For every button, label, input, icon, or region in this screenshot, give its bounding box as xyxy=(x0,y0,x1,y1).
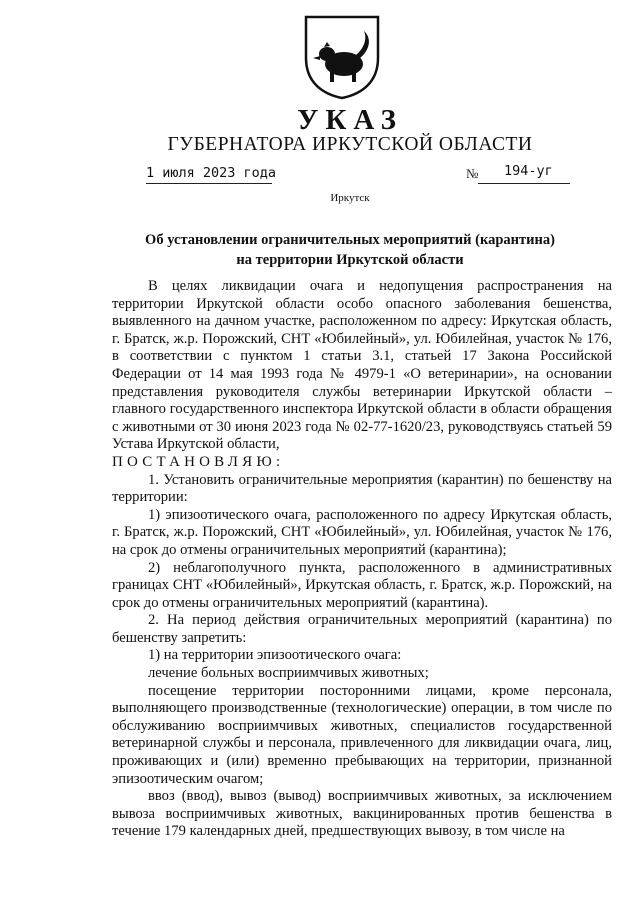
clause-2-1-a: лечение больных восприимчивых животных; xyxy=(148,665,429,682)
subject-line-1: Об установлении ограничительных мероприятий (карантина) xyxy=(145,232,555,248)
resolve-heading: ПОСТАНОВЛЯЮ: xyxy=(112,453,285,470)
preamble-paragraph: В целях ликвидации очага и недопущения распространения на территории Иркутской области особо опасного заболевания бешенства, выявленного на дачном участке, расположенном по адресу: Иркутская область, г. Братск, ж.р. Порожский, СНТ «Юбилейный», ул. Юбилейная, участок № 176, в соответствии с пунктом 1 статьи 3.1, статьей 17 Закона Российской Федерации от 14 мая 1993 года № 4979-1 «О ветеринарии», на основании представления руководителя службы ветеринарии Иркутской области – главного государственного инспектора Иркутской области в области обращения с животными от 30 июня 2023 года № 02-77-1620/23, руководствуясь статьей 59 Устава Иркутской области, xyxy=(112,278,612,453)
clause-2: 2. На период действия ограничительных мероприятий (карантина) по бешенству запретить: xyxy=(112,612,612,646)
decree-body xyxy=(112,278,612,841)
number-sign: № xyxy=(466,166,479,181)
issuer-title: ГУБЕРНАТОРА ИРКУТСКОЙ ОБЛАСТИ xyxy=(167,134,533,155)
city-name: Иркутск xyxy=(330,192,370,204)
decree-date: 1 июля 2023 года xyxy=(146,165,277,181)
number-underline xyxy=(478,183,570,184)
decree-subject xyxy=(0,230,640,270)
date-underline xyxy=(146,183,272,184)
coat-of-arms-icon xyxy=(300,14,384,100)
document-type-title: УКАЗ xyxy=(297,104,403,136)
clause-1-1: 1) эпизоотического очага, расположенного по адресу Иркутская область, г. Братск, ж.р. Порожский, СНТ «Юбилейный», ул. Юбилейная, участок № 176, на срок до отмены ограничительных мероприятий (карантина); xyxy=(112,506,612,558)
clause-2-1-b: посещение территории посторонними лицами, кроме персонала, выполняющего производственные (технологические) операции, в том числе по обслуживанию восприимчивых животных, специалистов государственной ветеринарной службы и персонала, привлеченного для ликвидации очага, лиц, проживающих и (или) временно пребывающих на территории, признанной эпизоотическим очагом; xyxy=(112,682,612,787)
clause-1: 1. Установить ограничительные мероприятия (карантин) по бешенству на территории: xyxy=(112,471,612,506)
clause-1-2: 2) неблагополучного пункта, расположенного в административных границах СНТ «Юбилейный», Иркутская область, г. Братск, ж.р. Порожский, на срок до отмены ограничительных мероприятий (карантина). xyxy=(112,559,612,611)
clause-2-1-c: ввоз (ввод), вывоз (вывод) восприимчивых животных, за исключением вывоза восприимчивых животных, вакцинированных против бешенства в течение 179 календарных дней, предшествующих вывозу, в том числе на xyxy=(112,788,612,840)
decree-number: 194-уг xyxy=(504,163,553,179)
clause-2-1: 1) на территории эпизоотического очага: xyxy=(148,647,402,664)
subject-line-2: на территории Иркутской области xyxy=(236,252,464,268)
